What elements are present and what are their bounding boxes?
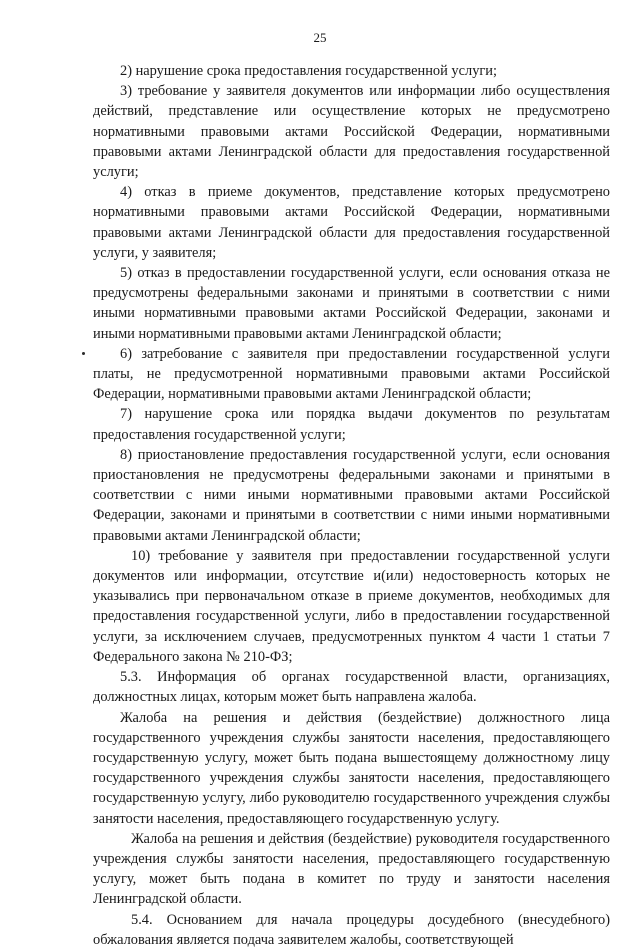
complaint-head-paragraph: Жалоба на решения и действия (бездействие) руководителя государственного учреждения службы занятости населения, предоставляющего государственную услугу, может быть подана в комитет по труду и занятости населения Ленинградской области.: [93, 830, 610, 908]
page-number: 25: [313, 30, 327, 45]
paragraph-item-6: 6) затребование с заявителя при предоставлении государственной услуги платы, не предусмотренной нормативными правовыми актами Российской Федерации, нормативными правовыми актами Ленинградской области;: [93, 345, 610, 403]
paragraph-item-8: 8) приостановление предоставления государственной услуги, если основания приостановления не предусмотрены федеральными законами и принятыми в соответствии с ними иными нормативными правовыми актами Российской Федерации, законами и принятыми в соответствии с ними иными нормативными правовыми актами Ленинградской области;: [93, 446, 610, 544]
paragraph-item-2: 2) нарушение срока предоставления государственной услуги;: [120, 63, 497, 79]
paragraph-item-5: 5) отказ в предоставлении государственной услуги, если основания отказа не предусмотрены федеральными законами и принятыми в соответствии с ними иными нормативными правовыми актами Российской Федерации, законами и иными нормативными правовыми актами Ленинградской области;: [93, 265, 610, 342]
paragraph-item-10: 10) требование у заявителя при предоставлении государственной услуги документов или информации, отсутствие и(или) недостоверность которых не указывались при первоначальном отказе в приеме документов, необходимых для предоставления государственной услуги, либо в предоставлении государственной услуги, за исключением случаев, предусмотренных пунктом 4 части 1 статьи 7 Федерального закона № 210-ФЗ;: [93, 547, 610, 665]
complaint-official-paragraph: Жалоба на решения и действия (бездействие) должностного лица государственного учреждения службы занятости населения, предоставляющего государственную услугу, может быть подана вышестоящему должностному лицу государственного учреждения службы занятости населения, предоставляющего государственную услугу, либо руководителю государственного учреждения службы занятости населения, предоставляющего государственную услугу.: [93, 709, 610, 827]
section-5-4-paragraph: 5.4. Основанием для начала процедуры досудебного (внесудебного) обжалования является подача заявителем жалобы, соответствующей: [93, 911, 610, 948]
paragraph-item-4: 4) отказ в приеме документов, представление которых предусмотрено нормативными правовыми актами Российской Федерации, нормативными правовыми актами Ленинградской области для предоставления государственной услуги, у заявителя;: [93, 184, 610, 261]
scan-speck: [82, 352, 85, 355]
section-5-3-heading: 5.3. Информация об органах государственной власти, организациях, должностных лицах, которым может быть направлена жалоба.: [93, 669, 610, 706]
paragraph-item-7: 7) нарушение срока или порядка выдачи документов по результатам предоставления государственной услуги;: [93, 406, 610, 443]
paragraph-item-3: 3) требование у заявителя документов или информации либо осуществления действий, представление или осуществление которых не предусмотрено нормативными правовыми актами Российской Федерации, нормативными правовыми актами Ленинградской области для предоставления государственной услуги;: [93, 83, 610, 181]
document-body: [93, 61, 610, 950]
